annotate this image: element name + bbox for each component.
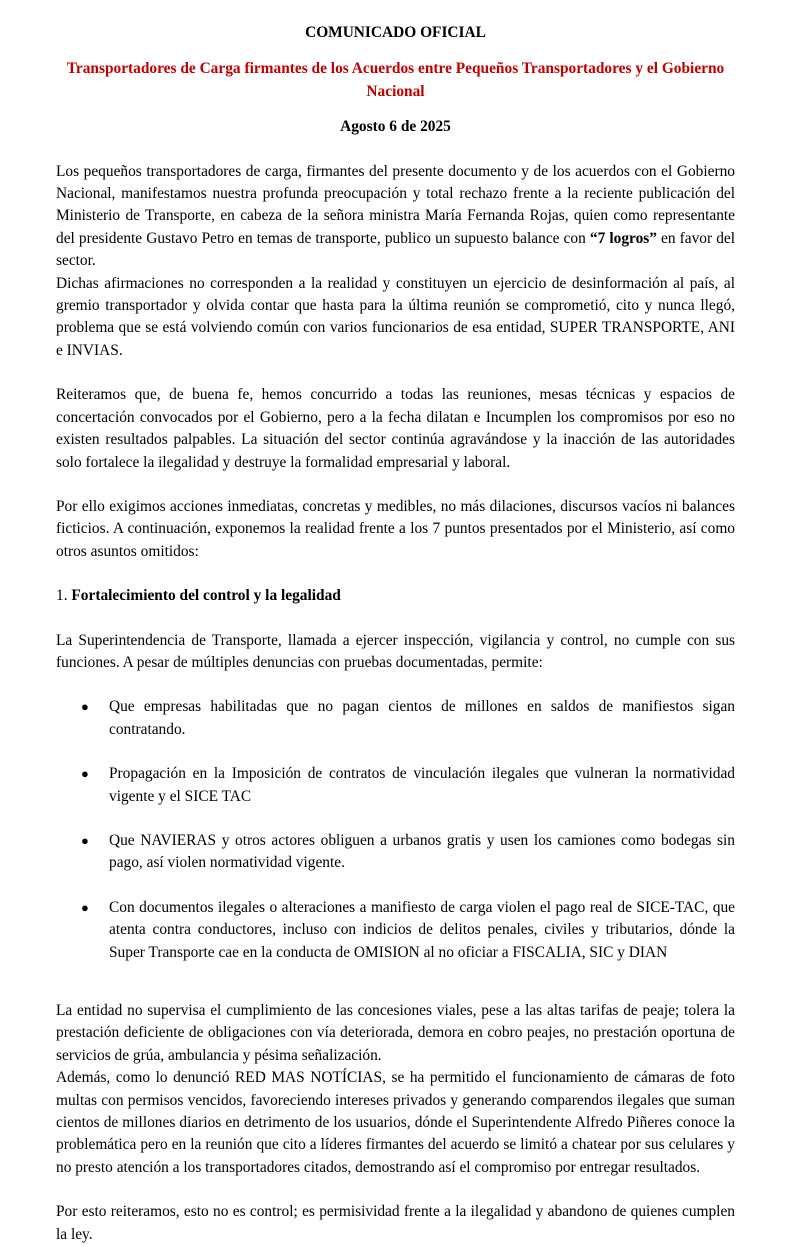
intro-paragraph-4: Por ello exigimos acciones inmediatas, concretas y medibles, no más dilaciones, discursos vacíos ni balances ficticios. A continuación, exponemos la realidad frente a los 7 puntos presentados por el Ministerio, así como otros asuntos omitidos:: [56, 497, 735, 560]
bullet-icon: ●: [81, 832, 89, 848]
list-item: ● Que NAVIERAS y otros actores obliguen a urbanos gratis y usen los camiones como bodegas sin pago, así violen normatividad vigente.: [81, 831, 735, 872]
list-item: ● Que empresas habilitadas que no pagan cientos de millones en saldos de manifiestos sigan contratando.: [81, 698, 735, 738]
section-1-title: Fortalecimiento del control y la legalidad: [71, 587, 341, 605]
section-1-number: 1.: [56, 587, 68, 605]
document-title: COMUNICADO OFICIAL: [305, 24, 486, 41]
list-item: ● Propagación en la Imposición de contratos de vinculación ilegales que vulneran la normatividad vigente y el SICE TAC: [81, 765, 735, 805]
document-date: Agosto 6 de 2025: [340, 118, 451, 136]
bullet-icon: ●: [81, 899, 89, 915]
section-1-lead: La Superintendencia de Transporte, llamada a ejercer inspección, vigilancia y control, no cumple con sus funciones. A pesar de múltiples denuncias con pruebas documentadas, permite:: [56, 631, 735, 671]
intro-paragraph-3: Reiteramos que, de buena fe, hemos concurrido a todas las reuniones, mesas técnicas y espacios de concertación convocados por el Gobierno, pero a la fecha dilatan e Incumplen los compromisos por eso no existen resultados palpables. La situación del sector continúa agravándose y la inacción de las autoridades solo fortalece la ilegalidad y destruye la formalidad empresarial y laboral.: [56, 386, 735, 471]
red-mas-noticias-paragraph: Además, como lo denunció RED MAS NOTÍCIAS, se ha permitido el funcionamiento de cámaras de foto multas con permisos vencidos, favoreciendo intereses privados y generando comparendos ilegales que suman cientos de millones diarios en detrimento de los usuarios, dónde el Superintendente Alfredo Piñeres conoce la problemática pero en la reunión que cito a líderes firmantes del acuerdo se limitó a chatear por sus celulares y no presto atención a los transportadores citados, demostrando así el compromiso por entregar resultados.: [56, 1069, 735, 1176]
intro-paragraph-2: Dichas afirmaciones no corresponden a la realidad y constituyen un ejercicio de desinformación al país, al gremio transportador y olvida contar que hasta para la última reunión se comprometió, cito y nunca llegó, problema que se está volviendo común con varios funcionarios de esa entidad, SUPER TRANSPORTE, ANI e INVIAS.: [56, 274, 735, 359]
bullet-icon: ●: [81, 699, 89, 715]
logros-emphasis: “7 logros”: [589, 229, 657, 247]
intro-paragraph-1: Los pequeños transportadores de carga, firmantes del presente documento y de los acuerdos con el Gobierno Nacional, manifestamos nuestra profunda preocupación y total rechazo frente a la reciente publicación del Ministerio de Transporte, en cabeza de la señora ministra María Fernanda Rojas, quien como representante del presidente Gustavo Petro en temas de transporte, publico un supuesto balance con “7 logros” en favor del sector.: [56, 162, 735, 270]
bullet-icon: ●: [81, 766, 89, 782]
closing-paragraph: Por esto reiteramos, esto no es control; es permisividad frente a la ilegalidad y abandono de quienes cumplen la ley.: [56, 1203, 735, 1243]
section-1-heading: [56, 585, 735, 607]
section-1-bullet-list: [56, 696, 735, 964]
list-item: ● Con documentos ilegales o alteraciones a manifiesto de carga violen el pago real de SICE-TAC, que atenta contra conductores, incluso con indicios de delitos penales, civiles y tributarios, dónde la Super Transporte cae en la conducta de OMISION al no oficiar a FISCALIA, SIC y DIAN: [81, 898, 735, 961]
document-subtitle: Transportadores de Carga firmantes de los Acuerdos entre Pequeños Transportadores y el Gobierno Nacional: [66, 60, 725, 100]
entity-paragraph: La entidad no supervisa el cumplimiento de las concesiones viales, pese a las altas tarifas de peaje; tolera la prestación deficiente de obligaciones con vía deteriorada, demora en cobro peajes, no prestación oportuna de servicios de grúa, ambulancia y pésima señalización.: [56, 1002, 735, 1064]
